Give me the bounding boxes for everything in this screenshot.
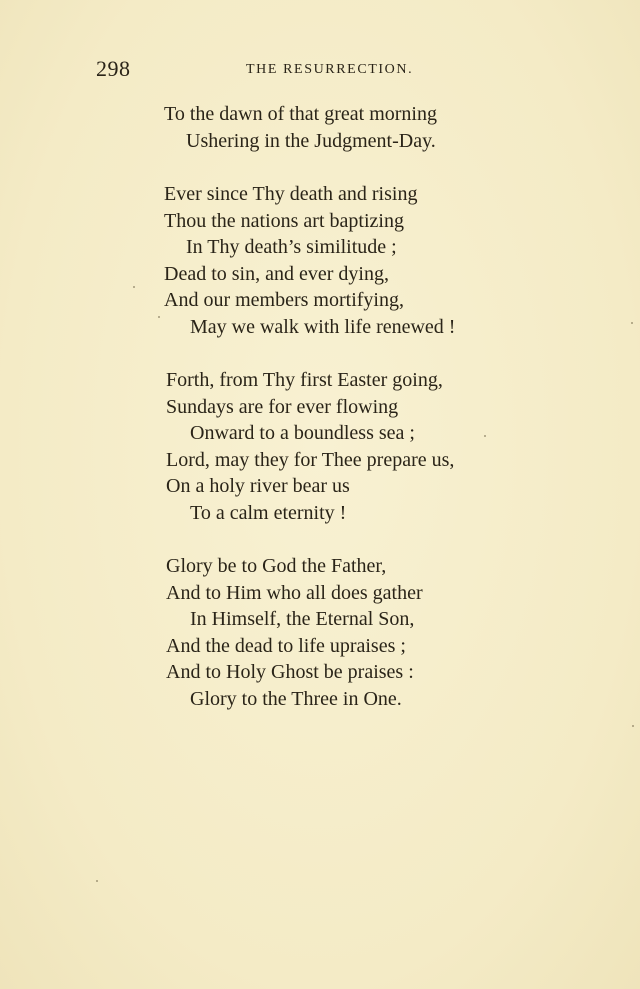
- paper-speck: [631, 322, 633, 324]
- stanza-1: [0, 101, 640, 154]
- poem-line: Lord, may they for Thee prepare us,: [166, 448, 455, 471]
- poem-line: Dead to sin, and ever dying,: [164, 262, 389, 285]
- paper-speck: [96, 880, 98, 882]
- poem-line: And the dead to life upraises ;: [166, 634, 406, 657]
- poem: [0, 101, 640, 739]
- poem-line: Forth, from Thy first Easter going,: [166, 369, 443, 391]
- paper-speck: [158, 316, 160, 318]
- poem-line: Sundays are for ever flowing: [166, 395, 399, 418]
- stanza-2: [0, 181, 640, 340]
- poem-line: Ushering in the Judgment-Day.: [186, 129, 436, 152]
- poem-line: In Thy death’s similitude ;: [186, 236, 397, 258]
- poem-line: On a holy river bear us: [166, 475, 350, 497]
- poem-line: May we walk with life renewed !: [190, 315, 456, 338]
- poem-line: And our members mortifying,: [164, 289, 404, 311]
- paper-speck: [484, 435, 486, 437]
- paper-speck: [632, 725, 634, 727]
- poem-line: Onward to a boundless sea ;: [190, 422, 415, 444]
- stanza-4: [0, 553, 640, 712]
- poem-line: And to Him who all does gather: [166, 581, 423, 604]
- poem-line: Glory be to God the Father,: [166, 555, 387, 577]
- poem-line: Glory to the Three in One.: [190, 687, 402, 710]
- stanza-3: [0, 367, 640, 526]
- poem-line: To the dawn of that great morning: [164, 103, 437, 125]
- page-number: 298: [96, 56, 131, 81]
- poem-line: To a calm eternity !: [190, 501, 347, 524]
- poem-line: Ever since Thy death and rising: [164, 183, 418, 205]
- poem-line: And to Holy Ghost be praises :: [166, 661, 414, 683]
- running-title: THE RESURRECTION.: [246, 62, 414, 77]
- poem-line: In Himself, the Eternal Son,: [190, 608, 415, 630]
- paper-speck: [133, 286, 135, 288]
- poem-line: Thou the nations art baptizing: [164, 209, 404, 232]
